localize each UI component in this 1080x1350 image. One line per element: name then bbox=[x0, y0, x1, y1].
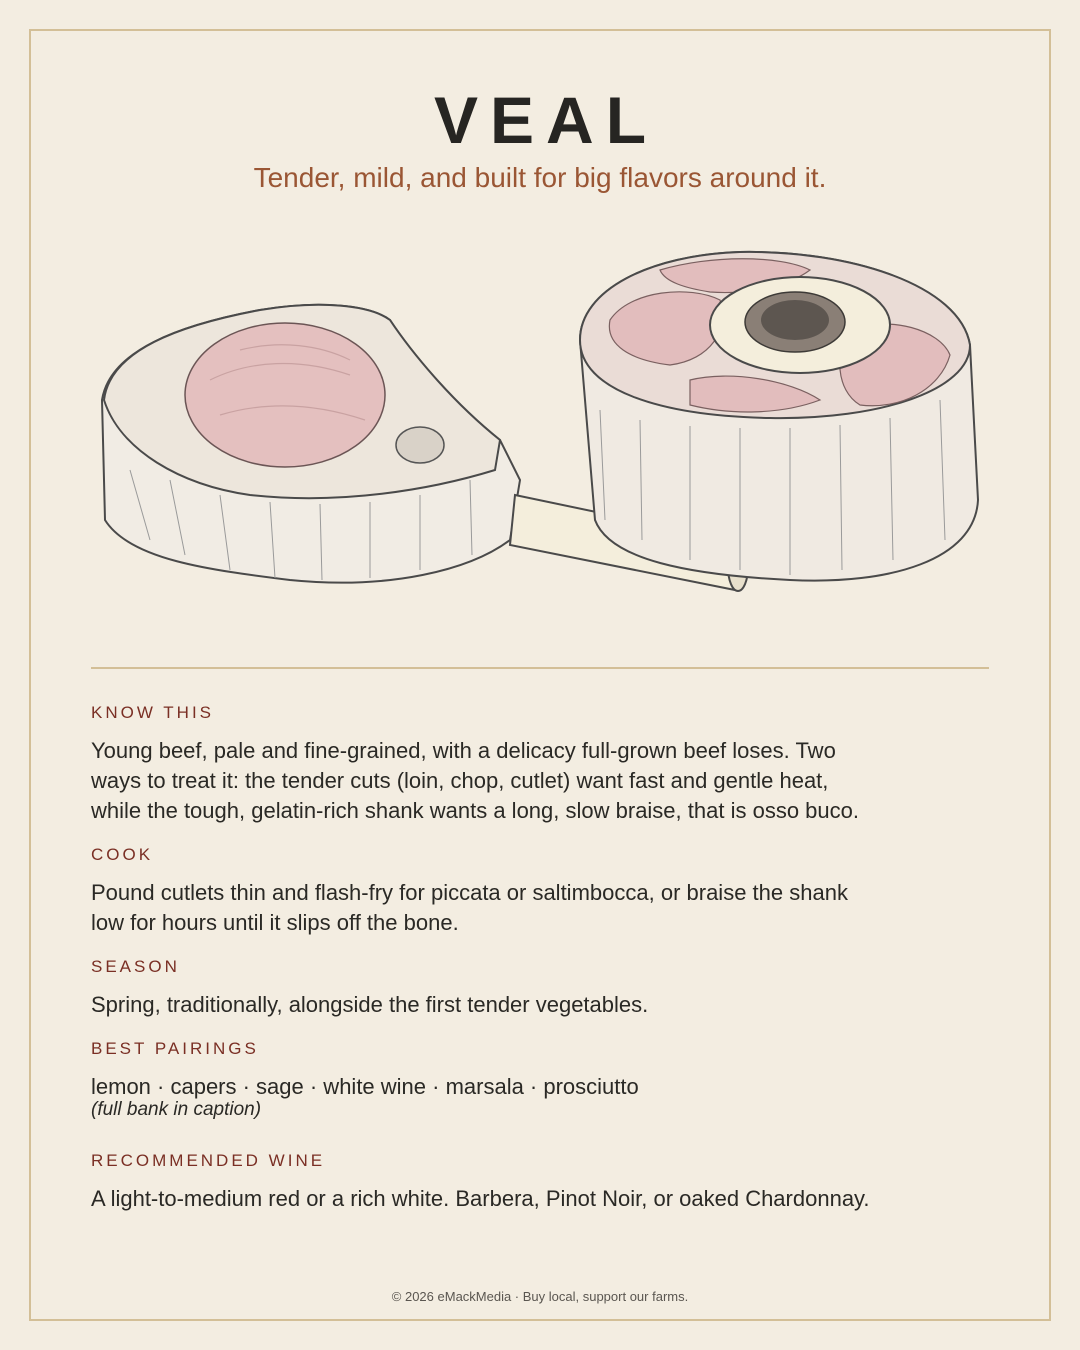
pairings-note: (full bank in caption) bbox=[91, 1099, 262, 1120]
cook-label: COOK bbox=[91, 845, 154, 864]
page-title: VEAL bbox=[433, 83, 659, 157]
cook-line-1: Pound cutlets thin and flash-fry for piccata or saltimbocca, or braise the shank bbox=[91, 880, 848, 905]
veal-chop-and-shank-illustration bbox=[90, 240, 990, 620]
pairings-label: BEST PAIRINGS bbox=[91, 1039, 259, 1058]
cook-line-2: low for hours until it slips off the bone. bbox=[91, 910, 459, 935]
wine-label: RECOMMENDED WINE bbox=[91, 1151, 326, 1170]
know-this-label: KNOW THIS bbox=[91, 703, 215, 722]
season-label: SEASON bbox=[91, 957, 180, 976]
wine-line-1: A light-to-medium red or a rich white. Barbera, Pinot Noir, or oaked Chardonnay. bbox=[91, 1186, 870, 1211]
page-subtitle: Tender, mild, and built for big flavors around it. bbox=[253, 162, 827, 193]
know-this-line-1: Young beef, pale and fine-grained, with a delicacy full-grown beef loses. Two bbox=[91, 738, 836, 763]
know-this-line-2: ways to treat it: the tender cuts (loin, chop, cutlet) want fast and gentle heat, bbox=[91, 768, 829, 793]
veal-shank-icon bbox=[580, 252, 978, 581]
know-this-line-3: while the tough, gelatin-rich shank wants a long, slow braise, that is osso buco. bbox=[91, 798, 859, 823]
section-divider bbox=[91, 667, 989, 669]
card-border bbox=[29, 29, 1051, 1321]
season-line-1: Spring, traditionally, alongside the first tender vegetables. bbox=[91, 992, 649, 1017]
footer-text: © 2026 eMackMedia · Buy local, support our farms. bbox=[391, 1289, 689, 1304]
pairings-line-1: lemon · capers · sage · white wine · marsala · prosciutto bbox=[91, 1074, 639, 1099]
